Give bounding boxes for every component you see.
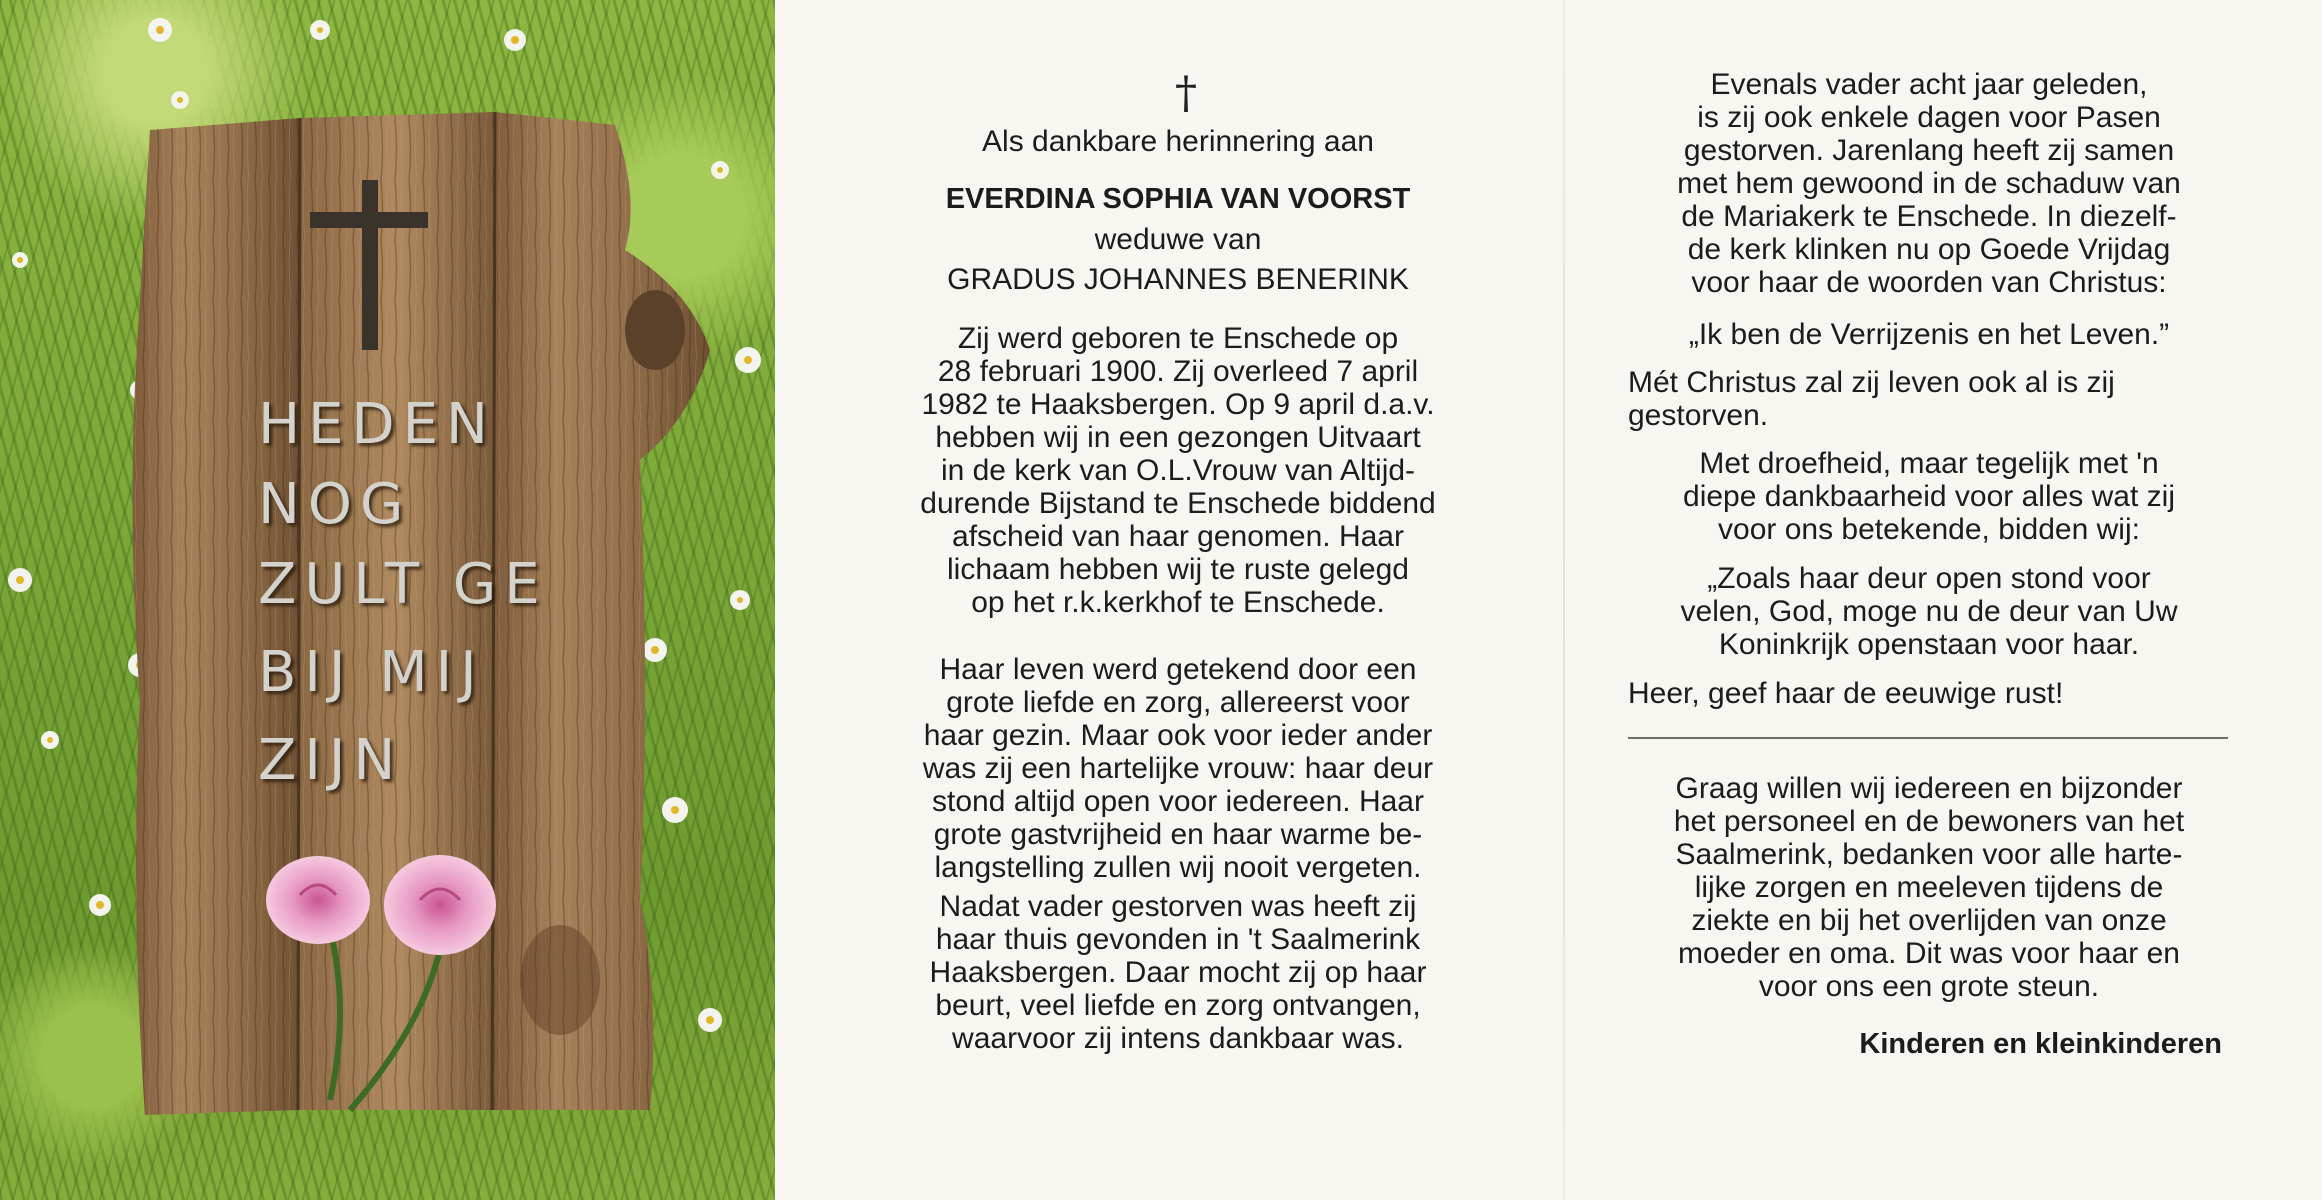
text-line: durende Bijstand te Enschede biddend [920,487,1436,520]
text-line: „Zoals haar deur open stond voor [1707,562,2151,595]
signature: Kinderen en kleinkinderen [1859,1028,2222,1060]
text-line: beurt, veel liefde en zorg ontvangen, [935,989,1421,1022]
text-line: moeder en oma. Dit was voor haar en [1678,937,2180,970]
thanks-paragraph [1628,772,2230,1003]
relation-line: weduwe van [1094,223,1262,256]
text-line: gestorven. [1628,399,1769,432]
text-line: voor haar de woorden van Christus: [1691,266,2167,299]
text-line: ziekte en bij het overlijden van onze [1691,904,2167,937]
text-line: was zij een hartelijke vrouw: haar deur [922,752,1434,785]
text-line: in de kerk van O.L.Vrouw van Altijd- [940,454,1416,487]
plank-word-2: NOG [258,472,412,537]
text-line: 28 februari 1900. Zij overleed 7 april [937,355,1419,388]
plank-word-4: BIJ MIJ [258,640,485,705]
middle-column [868,0,1488,1200]
text-line: het personeel en de bewoners van het [1673,805,2185,838]
text-line: de Mariakerk te Enschede. In diezelf- [1681,200,2177,233]
christ-quote: „Ik ben de Verrijzenis en het Leven.” [1688,318,2170,351]
text-line: Haaksbergen. Daar mocht zij op haar [929,956,1427,989]
text-line: velen, God, moge nu de deur van Uw [1680,595,2178,628]
text-line: Zij werd geboren te Enschede op [957,322,1399,355]
text-line: Saalmerink, bedanken voor alle harte- [1675,838,2183,871]
deceased-name: EVERDINA SOPHIA VAN VOORST [945,183,1411,215]
text-line: voor ons een grote steun. [1758,970,2100,1003]
page-fold [1563,0,1565,1200]
spouse-name: GRADUS JOHANNES BENERINK [947,263,1409,296]
thanks-column [1628,0,2230,1200]
text-line: haar gezin. Maar ook voor ieder ander [923,719,1433,752]
text-line: haar thuis gevonden in 't Saalmerink [935,923,1421,956]
plank-word-5: ZIJN [258,728,404,793]
text-line: Koninkrijk openstaan voor haar. [1718,628,2140,661]
intro-line: Als dankbare herinnering aan [982,125,1374,158]
text-line: afscheid van haar genomen. Haar [952,520,1404,553]
plank-word-1: HEDEN [258,392,496,457]
text-line: lijke zorgen en meeleven tijdens de [1694,871,2164,904]
text-line: de kerk klinken nu op Goede Vrijdag [1687,233,2171,266]
text-line: Graag willen wij iedereen en bijzonder [1675,772,2183,805]
text-line: 1982 te Haaksbergen. Op 9 april d.a.v. [921,388,1435,421]
text-line: langstelling zullen wij nooit vergeten. [934,851,1422,884]
text-line: Haar leven werd getekend door een [939,653,1417,686]
rest-prayer: Heer, geef haar de eeuwige rust! [1628,677,2064,710]
text-line: Nadat vader gestorven was heeft zij [939,890,1417,923]
cross-symbol: † [1175,68,1197,119]
life-paragraph [868,653,1488,884]
later-life-paragraph [868,890,1488,1055]
text-line: met hem gewoond in de schaduw van [1677,167,2181,200]
text-line: hebben wij in een gezongen Uitvaart [935,421,1421,454]
text-line: stond altijd open voor iedereen. Haar [932,785,1424,818]
text-line: is zij ook enkele dagen voor Pasen [1697,101,2161,134]
plank-word-3: ZULT GE [258,552,548,617]
text-line: op het r.k.kerkhof te Enschede. [971,586,1385,619]
photo-panel [0,0,775,1200]
text-line: gestorven. Jarenlang heeft zij samen [1683,134,2175,167]
text-line: Mét Christus zal zij leven ook al is zij [1628,366,2115,399]
text-line: lichaam hebben wij te ruste gelegd [947,553,1409,586]
text-line: voor ons betekende, bidden wij: [1718,513,2140,546]
text-line: grote liefde en zorg, allereerst voor [946,686,1410,719]
biography-paragraph [868,322,1488,619]
text-line: waarvoor zij intens dankbaar was. [952,1022,1404,1055]
text-line: Met droefheid, maar tegelijk met 'n [1699,447,2159,480]
text-line: diepe dankbaarheid voor alles wat zij [1683,480,2175,513]
text-line: grote gastvrijheid en haar warme be- [933,818,1423,851]
text-line: Evenals vader acht jaar geleden, [1710,68,2148,101]
